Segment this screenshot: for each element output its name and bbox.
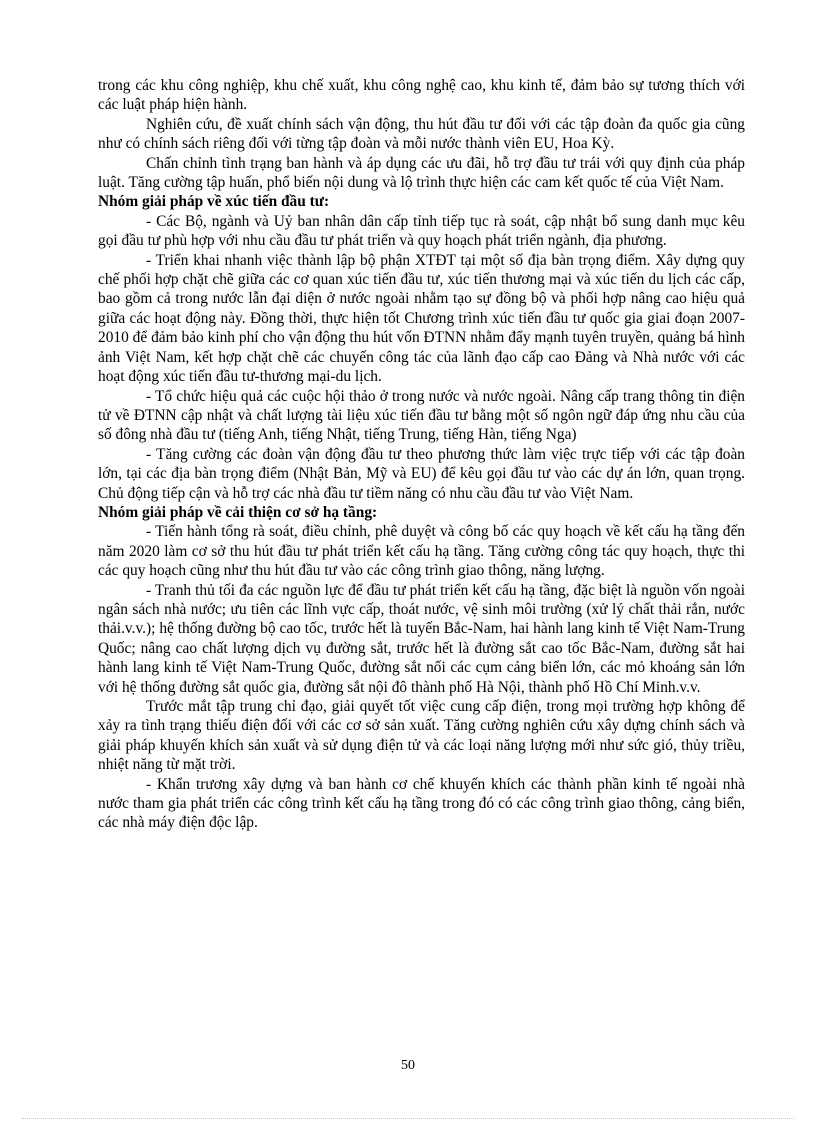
paragraph: Trước mắt tập trung chỉ đạo, giải quyết tốt việc cung cấp điện, trong mọi trường hợp không để xảy ra tình trạng thiếu điện đối với các cơ sở sản xuất. Tăng cường nghiên cứu xây dựng chính sách và giải pháp khuyến khích sản xuất và sử dụng điện tử và các loại năng lượng mới như sức gió, thủy triều, nhiệt năng từ mặt trời. [98,698,745,774]
paragraph: - Khẩn trương xây dựng và ban hành cơ chế khuyến khích các thành phần kinh tế ngoài nhà nước tham gia phát triển các công trình kết cấu hạ tầng trong đó có các công trình giao thông, cảng biển, các nhà máy điện độc lập. [98,775,745,832]
page-bottom-border [22,1118,794,1119]
paragraph: - Tổ chức hiệu quả các cuộc hội thảo ở trong nước và nước ngoài. Nâng cấp trang thông tin điện tử về ĐTNN cập nhật và chất lượng tài liệu xúc tiến đầu tư bằng một số ngôn ngữ đáp ứng nhu cầu của số đông nhà đầu tư (tiếng Anh, tiếng Nhật, tiếng Trung, tiếng Hàn, tiếng Nga) [98,387,745,444]
paragraph: - Tranh thủ tối đa các nguồn lực để đầu tư phát triển kết cấu hạ tầng, đặc biệt là nguồn vốn ngoài ngân sách nhà nước; ưu tiên các lĩnh vực cấp, thoát nước, vệ sinh môi trường (xử lý chất thải rắn, nước thải.v.v.); hệ thống đường bộ cao tốc, trước hết là tuyến Bắc-Nam, hai hành lang kinh tế Việt Nam-Trung Quốc; nâng cao chất lượng dịch vụ đường sắt, trước hết là đường sắt cao tốc Bắc-Nam, đường sắt hai hành lang kinh tế Việt Nam-Trung Quốc, đường sắt nối các cụm cảng biển lớn, các mỏ khoáng sản lớn với hệ thống đường sắt quốc gia, đường sắt nội đô thành phố Hà Nội, thành phố Hồ Chí Minh.v.v. [98,581,745,696]
paragraph: Chấn chỉnh tình trạng ban hành và áp dụng các ưu đãi, hỗ trợ đầu tư trái với quy định của pháp luật. Tăng cường tập huấn, phổ biến nội dung và lộ trình thực hiện các cam kết quốc tế của Việt Nam. [98,154,745,192]
paragraph: - Tiến hành tổng rà soát, điều chỉnh, phê duyệt và công bố các quy hoạch về kết cấu hạ tầng đến năm 2020 làm cơ sở thu hút đầu tư phát triển kết cấu hạ tầng. Tăng cường công tác quy hoạch, thực thi các quy hoạch cũng như thu hút đầu tư vào các công trình giao thông, năng lượng. [98,523,745,580]
paragraph: - Triển khai nhanh việc thành lập bộ phận XTĐT tại một số địa bàn trọng điểm. Xây dựng quy chế phối hợp chặt chẽ giữa các cơ quan xúc tiến đầu tư, xúc tiến thương mại và xúc tiến du lịch các cấp, bao gồm cả trong nước lẫn đại diện ở nước ngoài nhằm tạo sự đồng bộ và phối hợp nâng cao hiệu quả giữa các hoạt động này. Đồng thời, thực hiện tốt Chương trình xúc tiến đầu tư quốc gia giai đoạn 2007-2010 để đảm bảo kinh phí cho vận động thu hút vốn ĐTNN nhằm đẩy mạnh tuyên truyền, quảng bá hình ảnh Việt Nam, kết hợp chặt chẽ các chuyến công tác của lãnh đạo cấp cao Đảng và Nhà nước với các hoạt động xúc tiến đầu tư-thương mại-du lịch. [98,251,745,386]
paragraph: Nghiên cứu, đề xuất chính sách vận động, thu hút đầu tư đối với các tập đoàn đa quốc gia cũng như có chính sách riêng đối với từng tập đoàn và mỗi nước thành viên EU, Hoa Kỳ. [98,115,745,153]
page-number: 50 [401,1058,415,1073]
section-heading: Nhóm giải pháp về xúc tiến đầu tư: [98,193,330,211]
paragraph: trong các khu công nghiệp, khu chế xuất, khu công nghệ cao, khu kinh tế, đảm bảo sự tương thích với các luật pháp hiện hành. [98,77,745,114]
section-heading: Nhóm giải pháp về cải thiện cơ sở hạ tầng: [98,503,378,521]
paragraph: - Tăng cường các đoàn vận động đầu tư theo phương thức làm việc trực tiếp với các tập đoàn lớn, tại các địa bàn trọng điểm (Nhật Bản, Mỹ và EU) để kêu gọi đầu tư vào các dự án lớn, quan trọng. Chủ động tiếp cận và hỗ trợ các nhà đầu tư tiềm năng có nhu cầu đầu tư vào Việt Nam. [98,445,745,502]
page-body [98,76,745,833]
paragraph: - Các Bộ, ngành và Uỷ ban nhân dân cấp tỉnh tiếp tục rà soát, cập nhật bổ sung danh mục kêu gọi đầu tư phù hợp với nhu cầu đầu tư phát triển và quy hoạch phát triển ngành, địa phương. [98,212,745,250]
